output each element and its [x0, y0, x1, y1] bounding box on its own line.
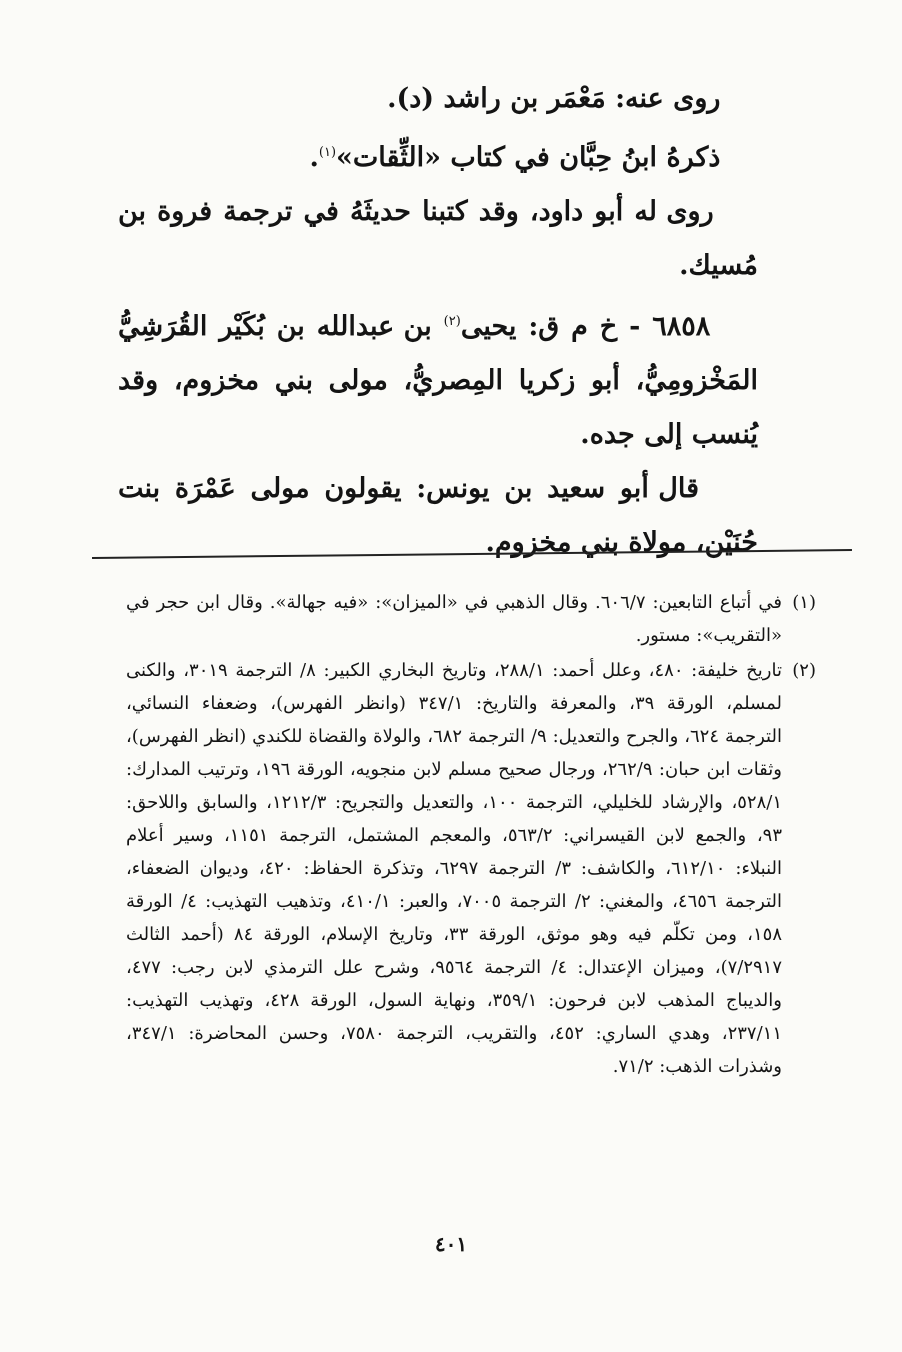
ibn-yunus-paragraph: قال أبو سعيد بن يونس: يقولون مولى عَمْرَة بنت حُنَيْن، مولاة بني مخزوم. — [118, 473, 758, 558]
narrator-line: روى عنه: مَعْمَر بن راشد (د). — [387, 83, 721, 114]
thiqat-line: ذكرهُ ابنُ حِبَّان في كتاب «الثِّقات»$^{(١)}$. — [309, 142, 721, 173]
footnote-1 — [126, 586, 816, 652]
entry-rest: بن عبدالله بن بُكَيْر القُرَشِيُّ المَخْزومِيُّ، أبو زكريا المِصريُّ، مولى بني مخزوم، وقد يُنسب إلى جده. — [118, 311, 758, 450]
main-text — [118, 72, 758, 570]
footnote-text: في أتباع التابعين: ٦٠٦/٧. وقال الذهبي في «الميزان»: «فيه جهالة». وقال ابن حجر في «التقريب»: مستور. — [126, 592, 783, 646]
footnote-number: (٢) — [792, 660, 816, 681]
footnotes — [126, 586, 816, 1085]
entry-6858 — [118, 295, 758, 462]
entry-head: ٦٨٥٨ - خ م ق: يحيى — [460, 311, 711, 342]
footnote-ref-1: (١) — [318, 145, 337, 160]
footnote-text: تاريخ خليفة: ٤٨٠، وعلل أحمد: ٢٨٨/١، وتاريخ البخاري الكبير: ٨/ الترجمة ٣٠١٩، والكنى لمسلم، الورقة ٣٩، والمعرفة والتاريخ: ٣٤٧/١ (وانظر الفهرس)، وضعفاء النسائي، الترجمة ٦٢٤، والجرح والتعديل: ٩/ الترجمة ٦٨٢، والولاة والقضاة للكندي (انظر الفهرس)، وثقات ابن حبان: ٢٦٢/٩، ورجال صحيح مسلم لابن منجويه، الورقة ١٩٦، وترتيب المدارك: ٥٢٨/١، والإرشاد للخليلي، الترجمة ١٠٠، والتعديل والتجريح: ١٢١٢/٣، والسابق واللاحق: ٩٣، والجمع لابن القيسراني: ٥٦٣/٢، والمعجم المشتمل، الترجمة ١١٥١، وسير أعلام النبلاء: ٦١٢/١٠، والكاشف: ٣/ الترجمة ٦٢٩٧، وتذكرة الحفاظ: ٤٢٠، وديوان الضعفاء، الترجمة ٤٦٥٦، والمغني: ٢/ الترجمة ٧٠٠٥، والعبر: ٤١٠/١، وتذهيب التهذيب: ٤/ الورقة ١٥٨، ومن تكلّم فيه وهو موثق، الورقة ٣٣، وتاريخ الإسلام، الورقة ٨٤ (أحمد الثالث ٧/٢٩١٧)، وميزان الإعتدال: ٤/ الترجمة ٩٥٦٤، وشرح علل الترمذي لابن رجب: ٤٧٧، والديباج المذهب لابن فرحون: ٣٥٩/١، ونهاية السول، الورقة ٤٢٨، وتهذيب التهذيب: ٢٣٧/١١، وهدي الساري: ٤٥٢، والتقريب، الترجمة ٧٥٨٠، وحسن المحاضرة: ٣٤٧/١، وشذرات الذهب: ٧١/٢. — [126, 660, 783, 1077]
footnote-2 — [126, 654, 816, 1083]
footnote-ref-2: (٢) — [443, 314, 461, 329]
abu-dawud-paragraph: روى له أبو داود، وقد كتبنا حديثَهُ في ترجمة فروة بن مُسيك. — [118, 196, 758, 281]
footnote-number: (١) — [792, 592, 816, 613]
page-number: ٤٠١ — [434, 1232, 468, 1256]
